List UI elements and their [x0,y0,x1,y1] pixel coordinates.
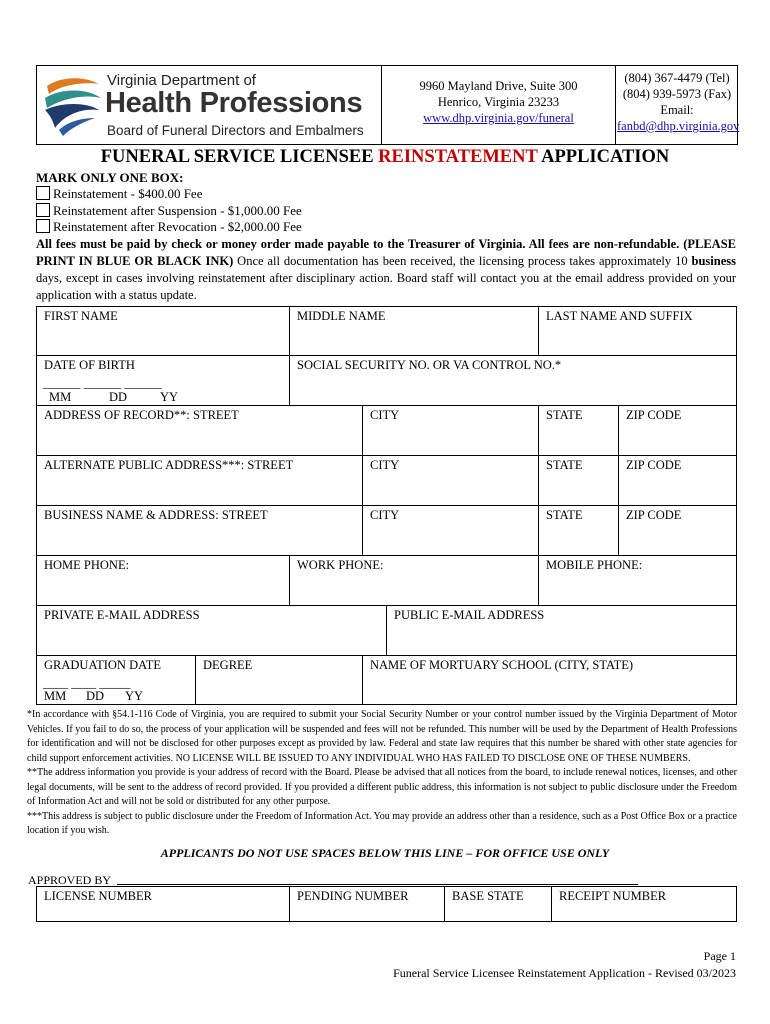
work-phone-field[interactable] [289,555,539,606]
fee-option-suspension[interactable] [36,203,302,219]
public-address-footnote: ***This address is subject to public disclosure under the Freedom of Information Act. You may provide an address other than a residence, such as a Post Office Box or a practice location if you wish. [27,810,737,836]
field-label: BASE STATE [452,889,524,903]
processing-text: Once all documentation has been received, the licensing process takes approximately 10 [233,254,692,268]
title-part-3: APPLICATION [537,147,670,167]
address-of-record-street-field[interactable] [36,405,363,456]
field-label: GRADUATION DATE [44,658,162,672]
field-label: NAME OF MORTUARY SCHOOL (CITY, STATE) [370,658,634,672]
field-label: DATE OF BIRTH [44,358,135,372]
field-label: ZIP CODE [626,458,682,472]
dob-mm: MM [49,390,72,404]
form-revision: Funeral Service Licensee Reinstatement Application - Revised 03/2023 [393,966,736,980]
checkbox[interactable] [36,219,50,233]
field-label: DEGREE [203,658,253,672]
grad-blanks: ____ ____ _____ [43,676,131,690]
logo-org-line: Virginia Department of [107,72,256,89]
last-name-field[interactable] [538,306,737,356]
address-of-record-city-field[interactable] [362,405,539,456]
field-label: STATE [546,408,583,422]
dob-yy: YY [160,390,179,404]
business-word: business [691,254,737,268]
fee-option-reinstatement[interactable] [36,186,202,202]
middle-name-field[interactable] [289,306,539,356]
field-label: ALTERNATE PUBLIC ADDRESS***: STREET [44,458,294,472]
field-label: MIDDLE NAME [297,309,386,323]
address-line-2: Henrico, Virginia 23233 [437,95,560,109]
dob-dd: DD [109,390,128,404]
grad-yy: YY [125,689,144,703]
mark-one-box-label: MARK ONLY ONE BOX: [36,170,184,185]
pending-number-field [289,886,445,922]
processing-text-2: days, except in cases involving reinstatement after disciplinary action. Board staff will contact you at the email address provided on your application with a status update. [36,271,736,302]
field-label: WORK PHONE: [297,558,384,572]
ssn-footnote-text: *In accordance with §54.1-116 Code of Virginia, you are required to submit your Social Security Number or your control number issued by the Virginia Department of Motor Vehicles. If you fail to do so, the process of your application will be suspended and fees will not be refunded. This number will be used by the Department of Health Professions for identification and will not be disclosed for other purposes except as provided by law. Federal and state law requires that this number be shared with other state agencies for child support enforcement activities. [27,709,737,764]
field-label: ZIP CODE [626,508,682,522]
address-footnote: **The address information you provide is your address of record with the Board. Please be advised that all notices from the board, to include renewal notices, licenses, and other legal documents, will be sent to the address of record provided. If you provided a different public address, this information is not subject to public disclosure under the Freedom of Information Act and will not be sold or distributed for any other purpose. [27,767,737,807]
approved-by-line [117,884,638,885]
address-line-1: 9960 Mayland Drive, Suite 300 [419,79,578,93]
license-number-field [36,886,290,922]
board-address [382,66,616,144]
ssn-field[interactable] [289,355,737,406]
field-label: CITY [370,408,400,422]
office-use-banner: APPLICANTS DO NOT USE SPACES BELOW THIS LINE – FOR OFFICE USE ONLY [160,846,610,860]
ssn-footnote [27,708,737,766]
contact-tel: (804) 367-4479 (Tel) [624,71,730,85]
fee-option-label: Reinstatement after Suspension - $1,000.00 Fee [53,203,302,218]
receipt-number-field [551,886,737,922]
business-address-zip-field[interactable] [618,505,737,556]
address-of-record-state-field[interactable] [538,405,619,456]
footnotes [27,708,737,839]
contact-fax: (804) 939-5973 (Fax) [622,87,732,101]
logo-board-line: Board of Funeral Directors and Embalmers [107,123,364,138]
approved-by-label: APPROVED BY [28,873,112,887]
mortuary-school-field[interactable] [362,655,737,705]
public-email-field[interactable] [386,605,737,656]
address-of-record-zip-field[interactable] [618,405,737,456]
grad-dd: DD [86,689,105,703]
field-label: STATE [546,508,583,522]
field-label: CITY [370,508,400,522]
dhp-logo [37,66,382,144]
mobile-phone-field[interactable] [538,555,737,606]
field-label: SOCIAL SECURITY NO. OR VA CONTROL NO.* [297,358,562,372]
field-label: LAST NAME AND SUFFIX [546,309,693,323]
field-label: MOBILE PHONE: [546,558,643,572]
field-label: PENDING NUMBER [297,889,409,903]
alternate-address-city-field[interactable] [362,455,539,506]
ink-notice: (PLEASE PRINT IN BLUE OR BLACK INK) [36,237,736,268]
page-number: Page 1 [703,949,736,963]
home-phone-field[interactable] [36,555,290,606]
fee-option-label: Reinstatement after Revocation - $2,000.00 Fee [53,219,302,234]
board-contact [617,66,740,144]
fee-option-revocation[interactable] [36,219,302,235]
private-email-field[interactable] [36,605,387,656]
checkbox[interactable] [36,186,50,200]
field-label: HOME PHONE: [44,558,130,572]
field-label: FIRST NAME [44,309,118,323]
alternate-address-zip-field[interactable] [618,455,737,506]
virginia-swoosh-logo-icon [41,72,103,138]
letterhead [36,65,738,145]
field-label: ADDRESS OF RECORD**: STREET [44,408,239,422]
ssn-footnote-warning: NO LICENSE WILL BE ISSUED TO ANY INDIVIDUAL WHO HAS FAILED TO DISCLOSE ONE OF THESE NUMBERS. [173,752,691,764]
business-address-city-field[interactable] [362,505,539,556]
title-reinstatement: REINSTATEMENT [378,147,538,167]
field-label: LICENSE NUMBER [44,889,152,903]
fee-option-label: Reinstatement - $400.00 Fee [53,186,203,201]
dob-blanks: ______ ______ ______ [43,376,162,390]
checkbox[interactable] [36,203,50,217]
grad-mm: MM [44,689,67,703]
logo-name-line: Health Professions [105,87,363,119]
business-address-state-field[interactable] [538,505,619,556]
field-label: PRIVATE E-MAIL ADDRESS [44,608,200,622]
board-email-link[interactable]: fanbd@dhp.virginia.gov [617,119,740,133]
business-address-street-field[interactable] [36,505,363,556]
field-label: RECEIPT NUMBER [559,889,667,903]
field-label: CITY [370,458,400,472]
title-part-1: FUNERAL SERVICE LICENSEE [100,147,379,167]
field-label: BUSINESS NAME & ADDRESS: STREET [44,508,268,522]
field-label: PUBLIC E-MAIL ADDRESS [394,608,545,622]
first-name-field[interactable] [36,306,290,356]
board-website-link[interactable]: www.dhp.virginia.gov/funeral [423,111,574,125]
alternate-address-street-field[interactable] [36,455,363,506]
contact-email-label: Email: [660,103,694,117]
fees-notice: All fees must be paid by check or money order made payable to the Treasurer of Virginia. All fees are non-refundable. [36,237,680,251]
base-state-field [444,886,552,922]
page-title [0,147,770,168]
degree-field[interactable] [195,655,363,705]
instructions [36,236,736,304]
alternate-address-state-field[interactable] [538,455,619,506]
field-label: STATE [546,458,583,472]
field-label: ZIP CODE [626,408,682,422]
